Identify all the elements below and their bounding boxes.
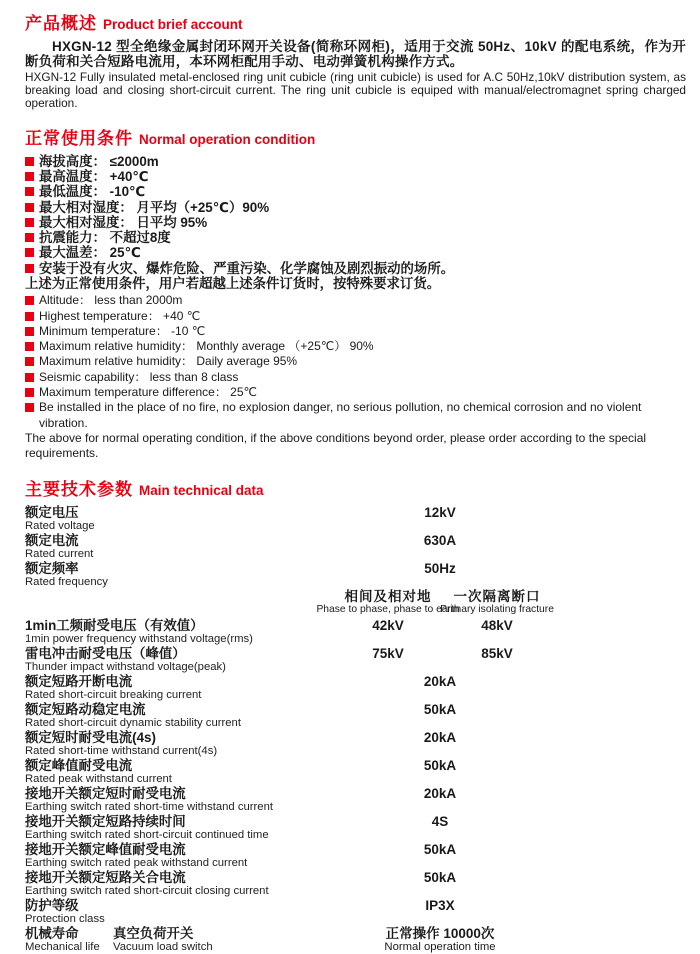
row-value: 50kA xyxy=(423,841,457,857)
table-row xyxy=(25,618,686,645)
technical-table xyxy=(25,505,686,953)
condition-item-zh xyxy=(25,169,686,184)
table-row xyxy=(25,505,686,532)
table-row xyxy=(25,842,686,869)
bullet-square-icon xyxy=(25,312,34,321)
bullet-square-icon xyxy=(25,203,34,212)
section-technical xyxy=(25,474,686,953)
table-row xyxy=(25,702,686,729)
table-row xyxy=(25,674,686,701)
table-row xyxy=(25,730,686,757)
bullet-square-icon xyxy=(25,342,34,351)
row-label-zh: 额定电压 xyxy=(25,504,79,520)
condition-item-zh xyxy=(25,245,686,260)
row-label-en: Rated short-circuit dynamic stability current xyxy=(25,716,241,729)
condition-item-zh xyxy=(25,215,686,230)
condition-text: Maximum relative humidity： Daily average 95% xyxy=(39,354,298,369)
row-label-zh: 真空负荷开关 xyxy=(113,925,194,941)
condition-item-en xyxy=(25,354,686,369)
row-label-en: Earthing switch rated short-circuit continued time xyxy=(25,828,269,841)
row-value: 630A xyxy=(423,532,457,548)
row-label-en: Rated short-circuit breaking current xyxy=(25,688,202,701)
overview-heading xyxy=(25,8,686,36)
row-label-en: Rated frequency xyxy=(25,575,108,588)
row-label-en: Mechanical life xyxy=(25,940,100,953)
row-value-group xyxy=(384,926,495,954)
column-header-zh: 相间及相对地 xyxy=(344,588,432,604)
condition-item-en xyxy=(25,339,686,354)
column-header-en: Phase to phase, phase to earth xyxy=(316,603,460,615)
row-label-zh: 接地开关额定短路持续时间 xyxy=(25,813,186,829)
table-row xyxy=(25,646,686,673)
overview-heading-zh: 产品概述 xyxy=(25,14,97,33)
row-value: 50kA xyxy=(423,869,457,885)
row-label-en: Rated peak withstand current xyxy=(25,772,172,785)
row-label-en: Protection class xyxy=(25,912,105,925)
row-label-en: Vacuum load switch xyxy=(113,940,213,953)
row-label-zh: 1min工频耐受电压（有效值） xyxy=(25,617,204,633)
conditions-list-en xyxy=(25,293,686,461)
bullet-square-icon xyxy=(25,187,34,196)
bullet-square-icon xyxy=(25,388,34,397)
technical-heading-zh: 主要技术参数 xyxy=(25,479,133,499)
row-label-zh: 额定频率 xyxy=(25,560,79,576)
condition-text: 最大温差： 25℃ xyxy=(39,245,141,261)
row-label-zh: 额定短路开断电流 xyxy=(25,673,133,689)
condition-text: Maximum relative humidity： Monthly average （+25℃） 90% xyxy=(39,339,374,354)
column-header-isolating xyxy=(440,589,554,615)
bullet-square-icon xyxy=(25,218,34,227)
column-header-en: Primary isolating fracture xyxy=(440,603,554,615)
row-label-en: Thunder impact withstand voltage(peak) xyxy=(25,660,226,673)
overview-heading-en: Product brief account xyxy=(103,17,243,32)
row-value: 50kA xyxy=(423,757,457,773)
row-value: 正常操作 10000次 xyxy=(385,925,495,941)
row-value: 20kA xyxy=(423,729,457,745)
condition-text: Seismic capability： less than 8 class xyxy=(39,369,239,384)
row-label-zh: 接地开关额定短时耐受电流 xyxy=(25,785,186,801)
table-row xyxy=(25,758,686,785)
row-label-zh: 雷电冲击耐受电压（峰值） xyxy=(25,645,186,661)
condition-item-zh xyxy=(25,184,686,199)
row-label-en: 1min power frequency withstand voltage(rms) xyxy=(25,632,253,645)
condition-item-zh xyxy=(25,200,686,215)
bullet-square-icon xyxy=(25,327,34,336)
condition-text: Altitude： less than 2000m xyxy=(39,293,183,308)
bullet-square-icon xyxy=(25,248,34,257)
condition-item-zh xyxy=(25,154,686,169)
row-label-part2 xyxy=(113,926,213,953)
table-row xyxy=(25,533,686,560)
table-row xyxy=(25,898,686,925)
table-row xyxy=(25,786,686,813)
bullet-square-icon xyxy=(25,233,34,242)
table-row xyxy=(25,814,686,841)
row-label-zh: 机械寿命 xyxy=(25,925,79,941)
row-value: IP3X xyxy=(425,897,455,913)
row-label-en: Earthing switch rated peak withstand current xyxy=(25,856,248,869)
conditions-heading xyxy=(25,123,686,151)
row-value-col1: 42kV xyxy=(372,617,404,633)
section-overview xyxy=(25,8,686,111)
column-header-zh: 一次隔离断口 xyxy=(453,588,541,604)
conditions-note-en: The above for normal operating condition, if the above conditions beyond order, please order according to the special requirements. xyxy=(25,430,647,461)
row-value: 50Hz xyxy=(424,560,456,576)
condition-text: Maximum temperature difference： 25℃ xyxy=(39,385,258,400)
bullet-square-icon xyxy=(25,296,34,305)
condition-item-en xyxy=(25,293,686,308)
table-row xyxy=(25,561,686,588)
overview-paragraph-zh: HXGN-12 型全绝缘金属封闭环网开关设备(简称环网柜)，适用于交流 50Hz、10kV 的配电系统，作为开断负荷和关合短路电流用，本环网柜配用手动、电动弹簧机构操作方式。 xyxy=(25,39,686,69)
row-value: 50kA xyxy=(423,701,457,717)
section-conditions xyxy=(25,123,686,462)
bullet-square-icon xyxy=(25,357,34,366)
technical-heading-en: Main technical data xyxy=(139,482,264,498)
row-label-en: Rated short-time withstand current(4s) xyxy=(25,744,218,757)
table-column-headers xyxy=(25,589,686,617)
condition-item-zh xyxy=(25,230,686,245)
bullet-square-icon xyxy=(25,403,34,412)
condition-item-en xyxy=(25,385,686,400)
conditions-heading-zh: 正常使用条件 xyxy=(25,128,133,148)
row-value-col2: 48kV xyxy=(481,617,513,633)
row-label-zh: 额定峰值耐受电流 xyxy=(25,757,133,773)
row-value-col2: 85kV xyxy=(481,645,513,661)
row-label-zh: 接地开关额定短路关合电流 xyxy=(25,869,186,885)
row-label-zh: 额定短路动稳定电流 xyxy=(25,701,146,717)
row-label-en: Earthing switch rated short-time withstand current xyxy=(25,800,274,813)
condition-text: 最大相对湿度： 月平均（+25℃）90% xyxy=(39,199,270,215)
condition-text: 最高温度： +40℃ xyxy=(39,168,149,184)
condition-item-en xyxy=(25,400,686,431)
condition-text: Minimum temperature： -10 ℃ xyxy=(39,323,206,338)
row-label-zh: 接地开关额定峰值耐受电流 xyxy=(25,841,186,857)
row-value: 20kA xyxy=(423,673,457,689)
condition-text: 海拔高度： ≤2000m xyxy=(39,153,159,169)
row-label-en: Rated voltage xyxy=(25,519,95,532)
conditions-note-zh: 上述为正常使用条件，用户若超越上述条件订货时，按特殊要求订货。 xyxy=(25,275,441,291)
condition-text: Be installed in the place of no fire, no explosion danger, no serious pollution, no chemical corrosion and no violent vibration. xyxy=(39,400,642,430)
bullet-square-icon xyxy=(25,373,34,382)
row-label-zh: 防护等级 xyxy=(25,897,79,913)
row-value: 20kA xyxy=(423,785,457,801)
table-row-mechanical-life xyxy=(25,926,686,953)
technical-heading xyxy=(25,474,686,502)
bullet-square-icon xyxy=(25,172,34,181)
bullet-square-icon xyxy=(25,264,34,273)
condition-text: 最低温度： -10℃ xyxy=(39,184,146,200)
row-label-zh: 额定短时耐受电流(4s) xyxy=(25,729,156,745)
row-label-en: Rated current xyxy=(25,547,94,560)
row-label-en: Earthing switch rated short-circuit closing current xyxy=(25,884,269,897)
condition-item-en xyxy=(25,370,686,385)
condition-text: 抗震能力： 不超过8度 xyxy=(39,230,171,246)
table-row xyxy=(25,870,686,897)
condition-item-en xyxy=(25,324,686,339)
row-value-col1: 75kV xyxy=(372,645,404,661)
conditions-list-zh xyxy=(25,154,686,292)
bullet-square-icon xyxy=(25,157,34,166)
row-label-zh: 额定电流 xyxy=(25,532,79,548)
condition-text: 安装于没有火灾、爆炸危险、严重污染、化学腐蚀及剧烈振动的场所。 xyxy=(39,260,455,276)
condition-text: 最大相对湿度： 日平均 95% xyxy=(39,214,208,230)
condition-text: Highest temperature： +40 ℃ xyxy=(39,308,201,323)
row-value: 4S xyxy=(431,813,449,829)
row-value: 12kV xyxy=(424,504,456,520)
row-value-sub: Normal operation time xyxy=(384,940,496,953)
overview-paragraph-en: HXGN-12 Fully insulated metal-enclosed ring unit cubicle (ring unit cubicle) is used for A.C 50Hz,10kV distribution system, as breaking load and closing short-circuit current. The ring unit cubicle is equiped with manual/electromagnet spring charged operation. xyxy=(25,70,686,111)
condition-item-en xyxy=(25,309,686,324)
column-header-phase xyxy=(316,589,459,615)
conditions-heading-en: Normal operation condition xyxy=(139,131,316,147)
condition-item-zh xyxy=(25,261,686,276)
